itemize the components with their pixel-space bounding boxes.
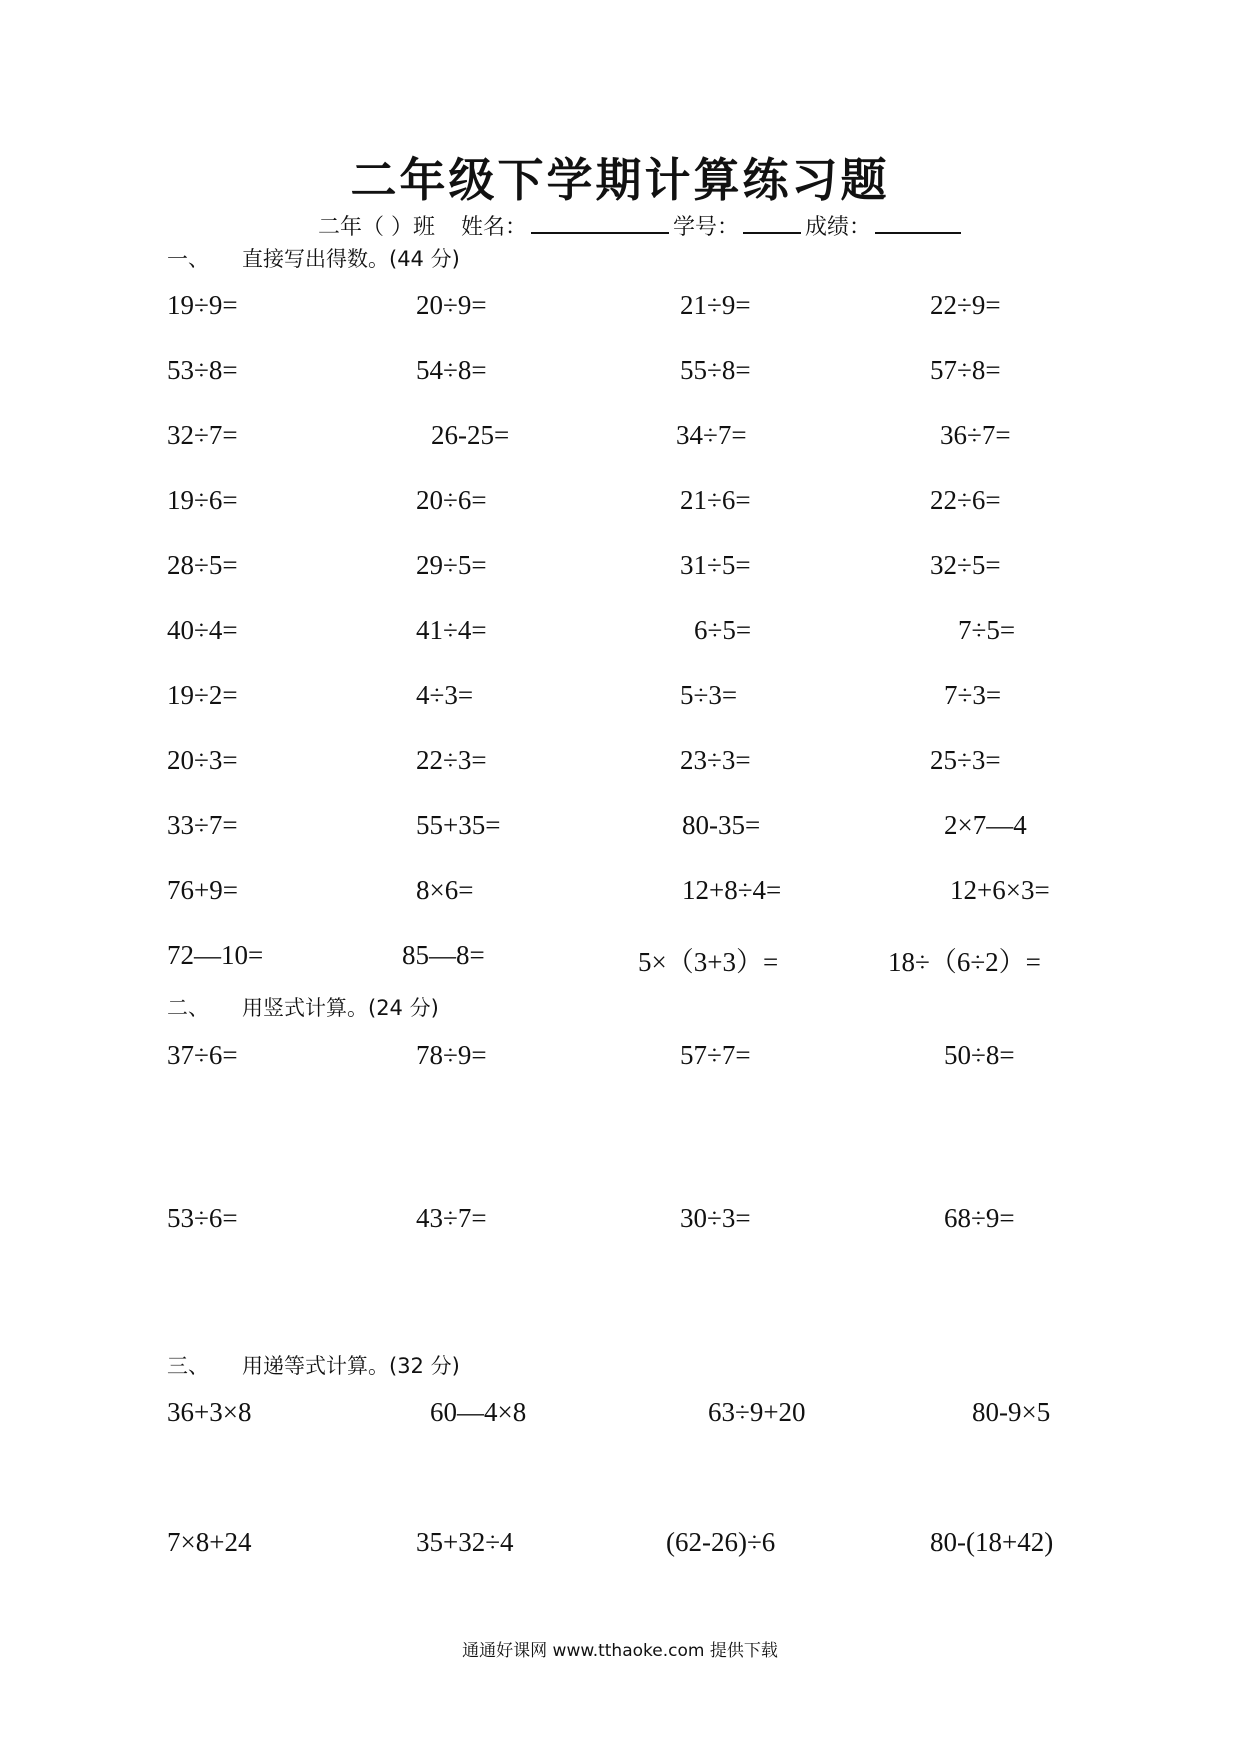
problem: 53÷8=: [167, 355, 238, 385]
problem: 22÷6=: [930, 485, 1001, 515]
problem: 18÷（6÷2）=: [888, 947, 1041, 977]
problem: 53÷6=: [167, 1203, 238, 1233]
section-title: 用竖式计算。(24 分): [242, 996, 439, 1020]
problem: 19÷9=: [167, 290, 238, 320]
section-number: 二、: [167, 996, 209, 1020]
problem: 21÷9=: [680, 290, 751, 320]
problem: 32÷5=: [930, 550, 1001, 580]
score-blank[interactable]: [875, 210, 961, 234]
problem: 7÷3=: [944, 680, 1002, 710]
problem: 85—8=: [402, 940, 485, 970]
problem: 22÷9=: [930, 290, 1001, 320]
problem: 57÷7=: [680, 1040, 751, 1070]
page-title: 二年级下学期计算练习题: [350, 153, 890, 207]
problem: 35+32÷4: [416, 1527, 514, 1557]
problem: 33÷7=: [167, 810, 238, 840]
problem: 76+9=: [167, 875, 238, 905]
problem: 55+35=: [416, 810, 501, 840]
problem: 30÷3=: [680, 1203, 751, 1233]
problem: 26-25=: [431, 420, 510, 450]
problem: 34÷7=: [676, 420, 747, 450]
problem: 54÷8=: [416, 355, 487, 385]
section-title: 直接写出得数。(44 分): [242, 247, 460, 271]
problem: 22÷3=: [416, 745, 487, 775]
problem: 20÷6=: [416, 485, 487, 515]
problem: 19÷6=: [167, 485, 238, 515]
problem: 37÷6=: [167, 1040, 238, 1070]
problem: 72—10=: [167, 940, 264, 970]
problem: 5×（3+3）=: [638, 947, 779, 977]
problem: 19÷2=: [167, 680, 238, 710]
problem: 4÷3=: [416, 680, 474, 710]
section-number: 三、: [167, 1354, 209, 1378]
problem: 36÷7=: [940, 420, 1011, 450]
problem: 50÷8=: [944, 1040, 1015, 1070]
problem: 80-35=: [682, 810, 761, 840]
problem: 32÷7=: [167, 420, 238, 450]
problem: 68÷9=: [944, 1203, 1015, 1233]
section-heading-1: [167, 243, 460, 273]
problem: (62-26)÷6: [666, 1527, 776, 1557]
problem: 20÷3=: [167, 745, 238, 775]
section-number: 一、: [167, 247, 209, 271]
problem: 7×8+24: [167, 1527, 252, 1557]
footer-credit: 通通好课网 www.tthaoke.com 提供下载: [462, 1641, 778, 1661]
problem: 6÷5=: [694, 615, 752, 645]
problem: 2×7—4: [944, 810, 1027, 840]
problem: 80-(18+42): [930, 1527, 1054, 1557]
problem: 23÷3=: [680, 745, 751, 775]
number-label: 学号：: [673, 215, 740, 240]
problem: 20÷9=: [416, 290, 487, 320]
class-label: 二年（ ）班: [318, 215, 435, 240]
problem: 55÷8=: [680, 355, 751, 385]
problem: 12+6×3=: [950, 875, 1050, 905]
problem: 41÷4=: [416, 615, 487, 645]
problem: 25÷3=: [930, 745, 1001, 775]
problem: 28÷5=: [167, 550, 238, 580]
problem: 80-9×5: [972, 1397, 1051, 1427]
score-label: 成绩：: [805, 215, 872, 240]
name-blank[interactable]: [531, 210, 669, 234]
student-info-line: [318, 210, 965, 241]
problem: 12+8÷4=: [682, 875, 782, 905]
problem: 5÷3=: [680, 680, 738, 710]
problem: 57÷8=: [930, 355, 1001, 385]
problem: 29÷5=: [416, 550, 487, 580]
name-label: 姓名：: [461, 215, 528, 240]
problem: 21÷6=: [680, 485, 751, 515]
problem: 36+3×8: [167, 1397, 252, 1427]
problem: 63÷9+20: [708, 1397, 806, 1427]
problem: 8×6=: [416, 875, 474, 905]
problem: 78÷9=: [416, 1040, 487, 1070]
problem: 31÷5=: [680, 550, 751, 580]
problem: 43÷7=: [416, 1203, 487, 1233]
section-heading-3: [167, 1350, 460, 1380]
problem: 7÷5=: [958, 615, 1016, 645]
problem: 40÷4=: [167, 615, 238, 645]
section-title: 用递等式计算。(32 分): [242, 1354, 460, 1378]
section-heading-2: [167, 992, 439, 1022]
problem: 60—4×8: [430, 1397, 527, 1427]
number-blank[interactable]: [743, 210, 801, 234]
